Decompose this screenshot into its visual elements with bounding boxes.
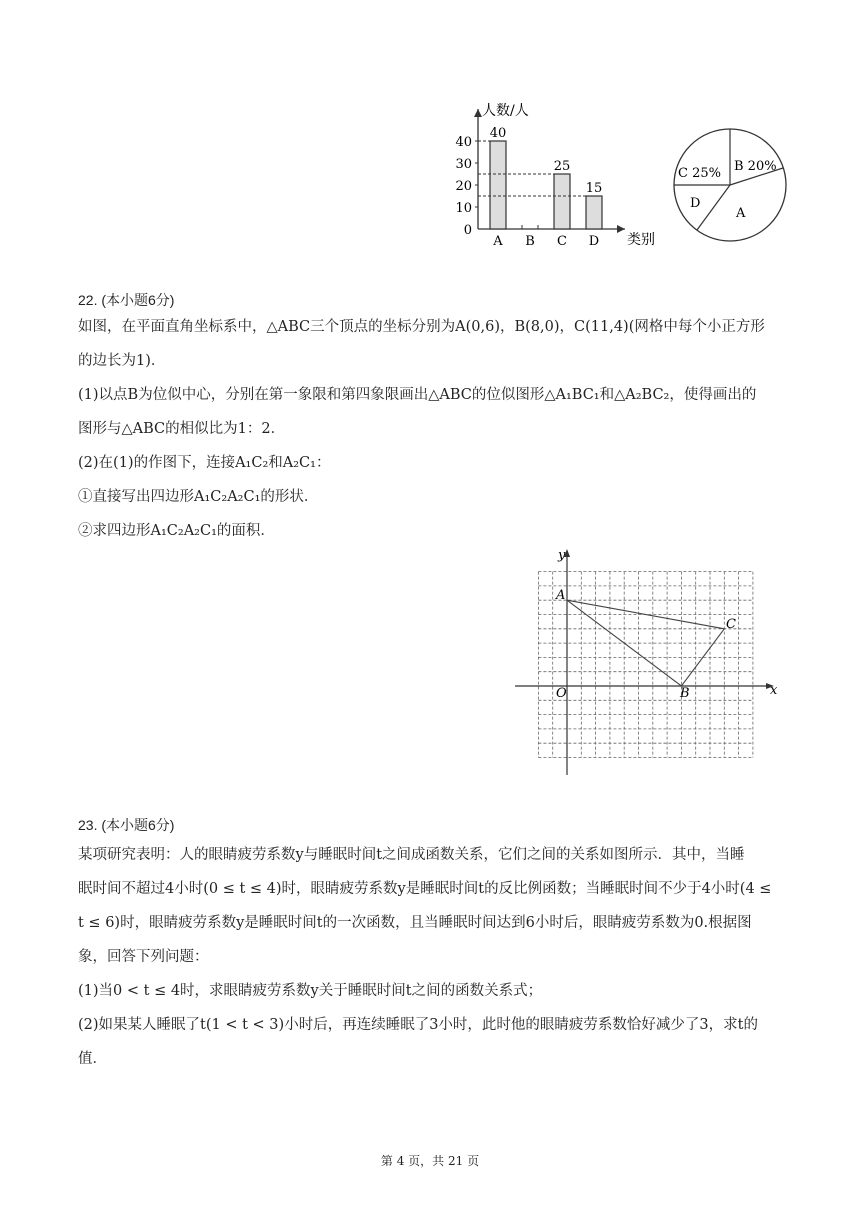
- problem-23-line: (1)当0 < t ≤ 4时，求眼睛疲劳系数y关于睡眠时间t之间的函数关系式；: [78, 983, 543, 999]
- x-axis-label: x: [770, 683, 778, 698]
- point-b-label: B: [680, 686, 690, 701]
- x-axis-title: 类别: [627, 232, 655, 248]
- problem-23-header: 23. (本小题6分): [78, 817, 175, 833]
- problem-22-line: ②求四边形A₁C₂A₂C₁的面积．: [78, 523, 275, 539]
- y-axis-arrow: [474, 109, 482, 117]
- bar: [554, 174, 570, 229]
- category-label: D: [588, 234, 600, 249]
- pie-label-d: D: [690, 196, 701, 211]
- problem-22-line: 如图，在平面直角坐标系中，△ABC三个顶点的坐标分别为A(0,6)，B(8,0)，C(11,4)(网格中每个小正方形: [78, 319, 765, 335]
- y-tick-label: 30: [455, 157, 472, 172]
- y-tick-label: 20: [455, 179, 472, 194]
- bar: [586, 196, 602, 229]
- pie-label-a: A: [736, 206, 746, 221]
- bar: [490, 141, 506, 229]
- category-label: A: [493, 234, 503, 249]
- x-axis-arrow: [617, 225, 625, 233]
- y-axis-label: y: [558, 548, 566, 563]
- problem-23-line: t ≤ 6)时，眼睛疲劳系数y是睡眠时间t的一次函数，且当睡眠时间达到6小时后，眼睛疲劳系数为0.根据图: [78, 915, 752, 931]
- y-axis-title: 人数/人: [482, 103, 529, 119]
- problem-22-line: 图形与△ABC的相似比为1：2．: [78, 421, 286, 437]
- bar-value-label: 25: [553, 159, 571, 174]
- category-label: C: [557, 234, 567, 249]
- problem-22-line: ①直接写出四边形A₁C₂A₂C₁的形状．: [78, 489, 319, 505]
- pie-divider: [697, 185, 730, 230]
- pie-label-b: B 20%: [734, 159, 777, 174]
- coordinate-grid-figure: [510, 545, 785, 780]
- problem-22-line: 的边长为1)．: [78, 353, 166, 369]
- point-c-label: C: [726, 617, 736, 632]
- pie-chart: [670, 125, 790, 245]
- problem-23-line: 眠时间不超过4小时(0 ≤ t ≤ 4)时，眼睛疲劳系数y是睡眠时间t的反比例函数；当睡眠时间不少于4小时(4 ≤: [78, 881, 772, 897]
- point-a-label: A: [556, 588, 566, 603]
- y-tick-label: 0: [463, 223, 472, 238]
- problem-22-line: (1)以点B为位似中心，分别在第一象限和第四象限画出△ABC的位似图形△A₁BC₁和△A₂BC₂，使得画出的: [78, 387, 757, 403]
- category-label: B: [525, 234, 535, 249]
- problem-23-line: 值．: [78, 1051, 107, 1067]
- problem-22-header: 22. (本小题6分): [78, 292, 175, 308]
- bar-value-label: 40: [489, 126, 507, 141]
- problem-23-line: (2)如果某人睡眠了t(1 < t < 3)小时后，再连续睡眠了3小时，此时他的眼睛疲劳系数恰好减少了3，求t的: [78, 1017, 758, 1033]
- page-footer: 第 4 页，共 21 页: [380, 1154, 480, 1168]
- problem-23-line: 象，回答下列问题：: [78, 949, 209, 965]
- problem-22-text: [78, 310, 790, 548]
- bar-value-label: 15: [585, 181, 603, 196]
- y-tick-label: 10: [455, 201, 472, 216]
- bar-chart: [440, 95, 665, 255]
- pie-label-c: C 25%: [678, 166, 721, 181]
- y-tick-label: 40: [455, 135, 472, 150]
- problem-22-line: (2)在(1)的作图下，连接A₁C₂和A₂C₁：: [78, 455, 331, 471]
- problem-23-text: [78, 838, 790, 1076]
- origin-label: O: [556, 686, 567, 701]
- problem-23-line: 某项研究表明：人的眼睛疲劳系数y与睡眠时间t之间成函数关系，它们之间的关系如图所示．其中，当睡: [78, 847, 745, 863]
